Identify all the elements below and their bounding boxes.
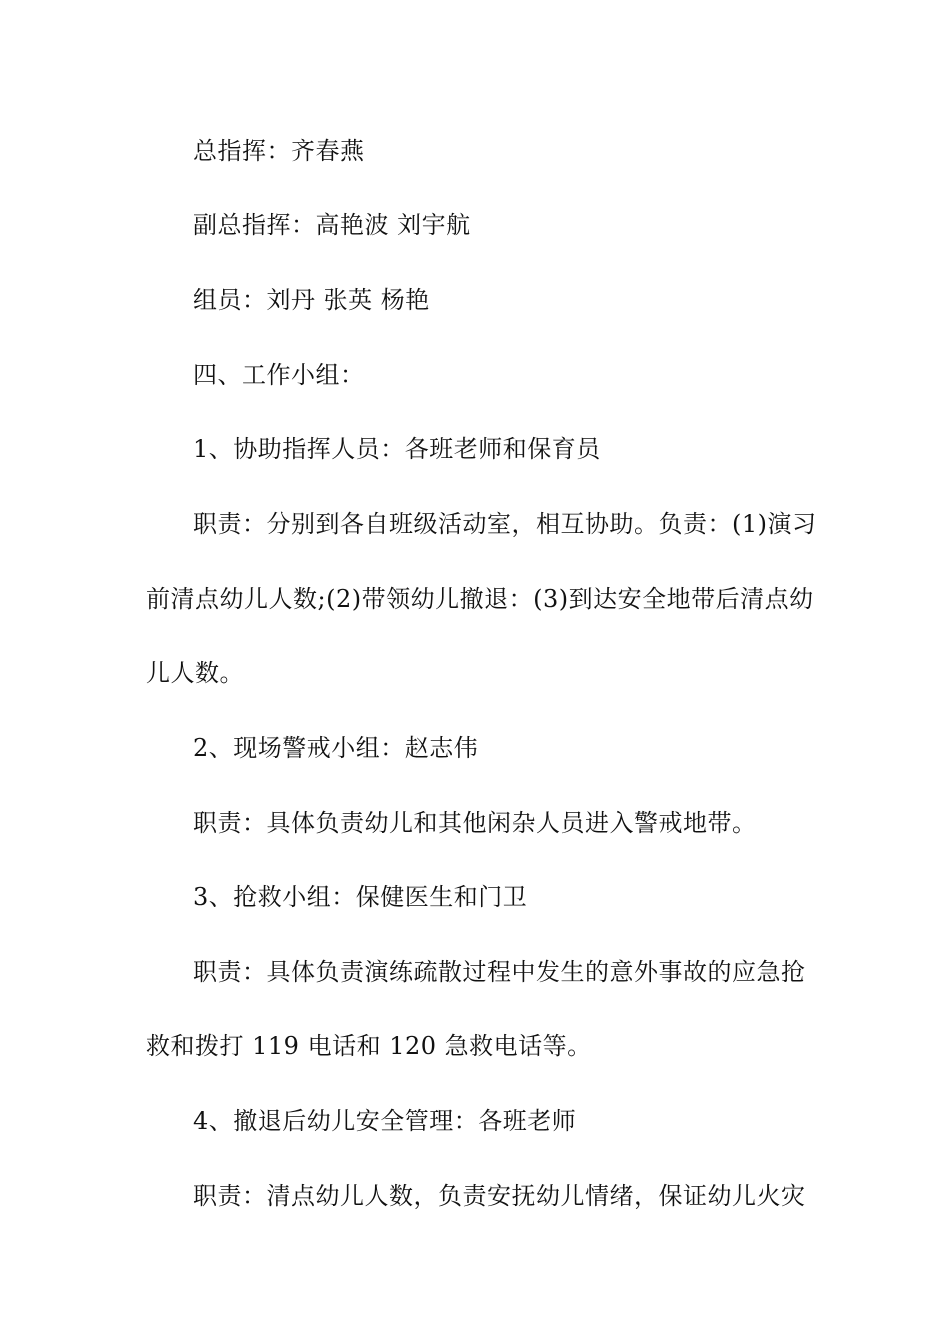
group-3-duty-line-1: 职责：具体负责演练疏散过程中发生的意外事故的应急抢: [193, 958, 806, 986]
members-line: 组员：刘丹 张英 杨艳: [193, 286, 430, 314]
deputy-commander-line: 副总指挥：高艳波 刘宇航: [193, 211, 471, 239]
group-1-duty-line-1: 职责：分别到各自班级活动室，相互协助。负责：(1)演习: [193, 510, 817, 538]
group-1-duty-line-3: 儿人数。: [146, 659, 244, 687]
commander-line: 总指挥：齐春燕: [193, 137, 365, 165]
group-3-title: 3、抢救小组：保健医生和门卫: [193, 883, 528, 911]
group-4-duty-line-1: 职责：清点幼儿人数，负责安抚幼儿情绪，保证幼儿火灾: [193, 1182, 806, 1210]
group-2-title: 2、现场警戒小组：赵志伟: [193, 734, 479, 762]
group-1-title: 1、协助指挥人员：各班老师和保育员: [193, 435, 601, 463]
group-1-duty-line-2: 前清点幼儿人数;(2)带领幼儿撤退：(3)到达安全地带后清点幼: [146, 585, 814, 613]
group-4-title: 4、撤退后幼儿安全管理：各班老师: [193, 1107, 577, 1135]
section-heading: 四、工作小组：: [193, 361, 365, 389]
group-3-duty-line-2: 救和拨打 119 电话和 120 急救电话等。: [146, 1032, 592, 1060]
group-2-duty: 职责：具体负责幼儿和其他闲杂人员进入警戒地带。: [193, 809, 757, 837]
